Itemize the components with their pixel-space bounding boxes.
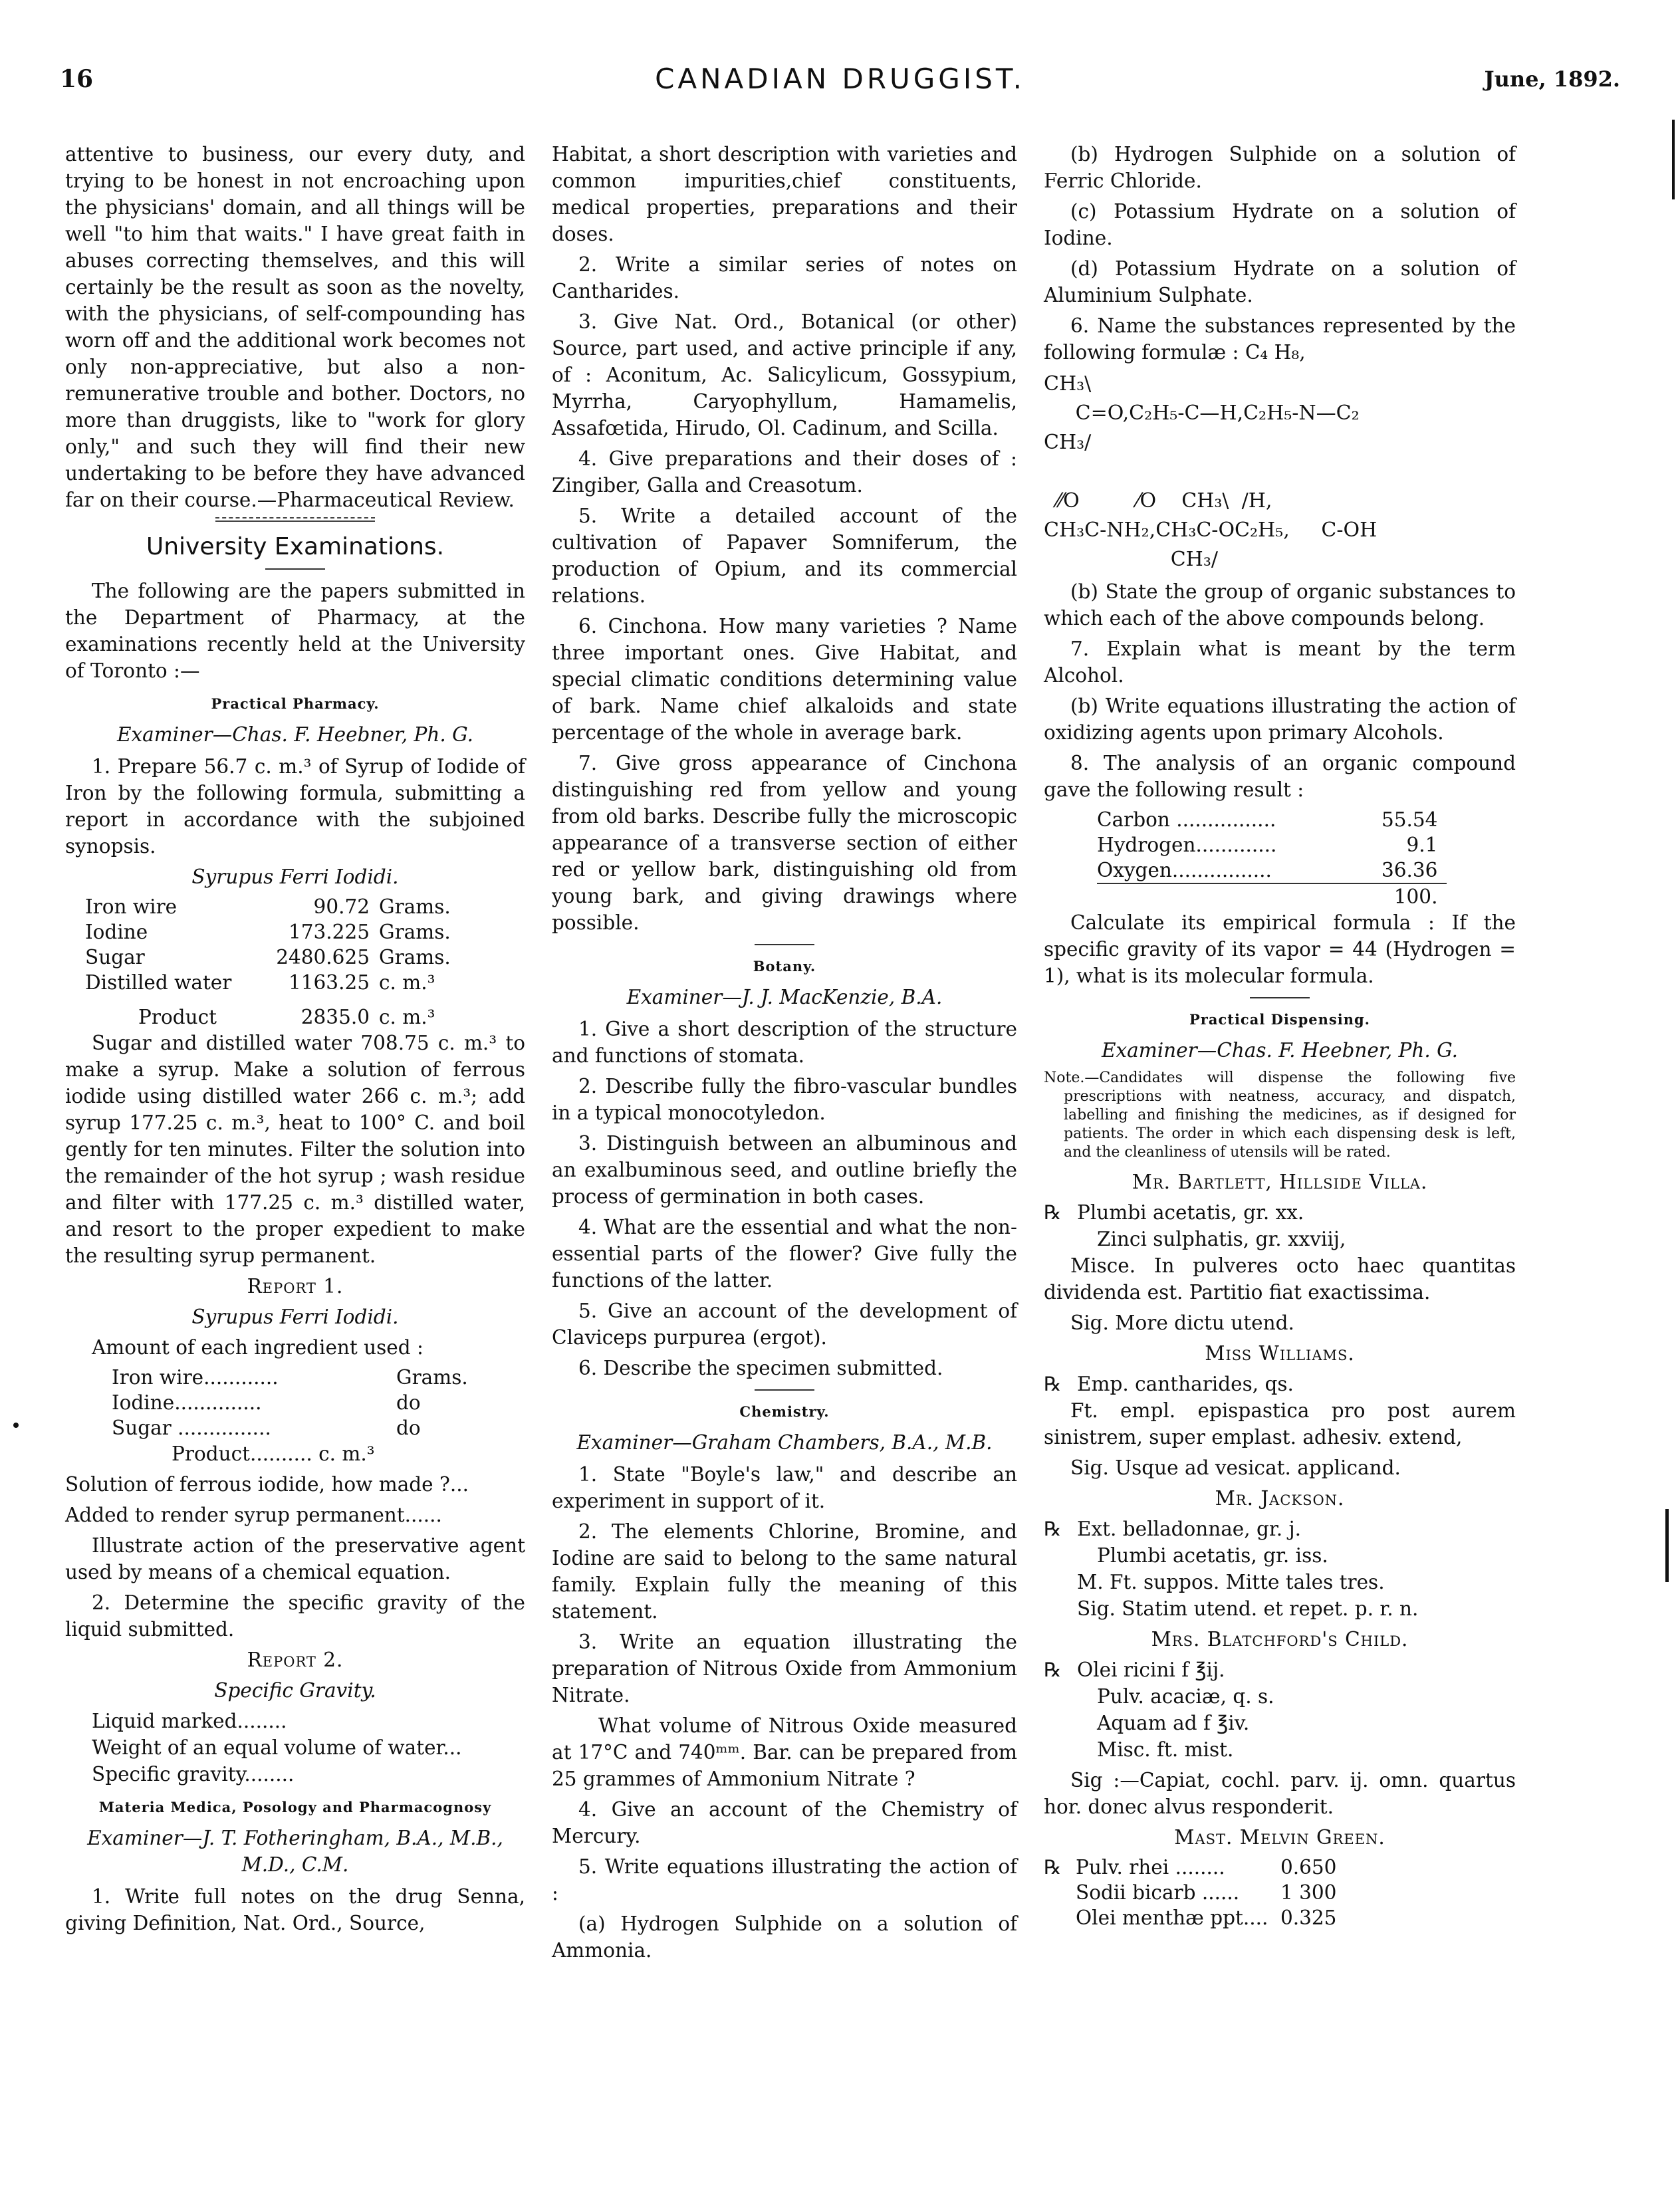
report-subheading: Specific Gravity. xyxy=(214,1679,376,1702)
question: (b) Hydrogen Sulphide on a solution of Ferric Chloride. xyxy=(1044,143,1516,192)
report-heading: Report 1. xyxy=(247,1275,344,1298)
rx-signa: Sig. Usque ad vesicat. applicand. xyxy=(1070,1456,1401,1479)
table-row xyxy=(112,1390,473,1415)
dispensing-note: Note.—Candidates will dispense the following five prescriptions with neatness, accuracy, and dispatch, labelling and finishing the medicines, as if designed for patients. The order in which each dispensing desk is left, and the cleanliness of utensils will be rated. xyxy=(1044,1070,1516,1161)
report-unit: do xyxy=(396,1417,421,1439)
question: (c) Potassium Hydrate on a solution of Iodine. xyxy=(1044,200,1516,249)
question: (a) Hydrogen Sulphide on a solution of Ammonia. xyxy=(552,1912,1017,1962)
ingredient-unit: Grams. xyxy=(379,946,451,969)
question: 6. Name the substances represented by the following formulæ : C₄ H₈, xyxy=(1044,314,1516,364)
rx-ingredient: Olei ricini f ℥ij. xyxy=(1077,1659,1225,1681)
report-subheading: Syrupus Ferri Iodidi. xyxy=(191,1306,399,1328)
patient-name: Mrs. Blatchford's Child. xyxy=(1151,1628,1409,1651)
table-row xyxy=(1044,1880,1342,1905)
analysis-value: 55.54 xyxy=(1381,808,1438,831)
question: 2. Describe fully the fibro-vascular bundles in a typical monocotyledon. xyxy=(552,1075,1017,1124)
rx-ingredient: Plumbi acetatis, gr. xx. xyxy=(1077,1201,1304,1224)
rx-directions: Ft. empl. epispastica pro post aurem sinistrem, super emplast. adhesiv. extend, xyxy=(1044,1399,1516,1448)
question: 4. What are the essential and what the non-essential parts of the flower? Give fully the functions of the latter. xyxy=(552,1216,1017,1292)
formula-title: Syrupus Ferri Iodidi. xyxy=(191,866,399,888)
divider xyxy=(265,568,325,570)
rx-ingredient: Sodii bicarb ...... xyxy=(1076,1881,1240,1904)
issue-date: June, 1892. xyxy=(1484,66,1620,92)
rx-amount: 0.650 xyxy=(1280,1856,1337,1879)
question: 3. Distinguish between an albuminous and an exalbuminous seed, and outline briefly the process of germination in both cases. xyxy=(552,1132,1017,1208)
question: (b) State the group of organic substances to which each of the above compounds belong. xyxy=(1044,580,1516,630)
question: 7. Explain what is meant by the term Alcohol. xyxy=(1044,637,1516,687)
subject-heading: Practical Dispensing. xyxy=(1189,1011,1370,1028)
examiner-line: Examiner—Graham Chambers, B.A., M.B. xyxy=(576,1431,993,1454)
report-line: Weight of an equal volume of water... xyxy=(92,1736,462,1759)
patient-name: Mr. Jackson. xyxy=(1215,1487,1345,1510)
ingredient-table xyxy=(85,894,456,1030)
section-intro: The following are the papers submitted in the Department of Pharmacy, at the examinations recently held at the University of Toronto :— xyxy=(65,580,525,682)
rx-symbol: ℞ xyxy=(1044,1373,1062,1395)
analysis-label: Carbon ................ xyxy=(1097,808,1276,831)
rx-signa: Sig :—Capiat, cochl. parv. ij. omn. quartus hor. donec alvus responderit. xyxy=(1044,1769,1516,1818)
report-label: Sugar ............... xyxy=(112,1417,271,1439)
rx-directions: Misc. ft. mist. xyxy=(1097,1738,1234,1761)
question: 6. Describe the specimen submitted. xyxy=(578,1357,943,1379)
question: 2. Determine the specific gravity of the liquid submitted. xyxy=(65,1591,525,1641)
rx-directions: M. Ft. suppos. Mitte tales tres. xyxy=(1077,1571,1385,1593)
ingredient-unit: Grams. xyxy=(379,895,451,918)
table-row xyxy=(1097,832,1447,858)
rx-signa: Sig. More dictu utend. xyxy=(1070,1312,1294,1334)
rx-amount: 1 300 xyxy=(1280,1881,1337,1904)
patient-name: Mast. Melvin Green. xyxy=(1174,1826,1385,1849)
ingredient-amount: 1163.25 xyxy=(289,971,370,994)
table-row xyxy=(1097,807,1447,832)
subject-heading: Botany. xyxy=(753,958,816,975)
report-unit: Grams. xyxy=(396,1366,468,1389)
rx-ingredient: Pulv. acaciæ, q. s. xyxy=(1097,1685,1274,1708)
prescription xyxy=(1044,1199,1516,1252)
report-line: Added to render syrup permanent...... xyxy=(65,1504,442,1526)
question: Calculate its empirical formula : If the specific gravity of its vapor = 44 (Hydrogen = 1), what is its molecular formula. xyxy=(1044,911,1516,987)
question: 1. Prepare 56.7 c. m.³ of Syrup of Iodide of Iron by the following formula, submitting a report in accordance with the subjoined synopsis. xyxy=(65,755,525,858)
report-label: Iron wire............ xyxy=(112,1366,279,1389)
analysis-value: 9.1 xyxy=(1406,834,1438,856)
report-unit: do xyxy=(396,1391,421,1414)
rx-symbol: ℞ xyxy=(1044,1518,1062,1540)
method-text: Sugar and distilled water 708.75 c. m.³ to make a syrup. Make a solution of ferrous iodide using distilled water 266 c. m.³; add syrup 177.25 c. m.³, heat to 100° C. and boil gently for ten minutes. Filter the solution into the remainder of the hot syrup ; wash residue and filter with 177.25 c. m.³ distilled water, and resort to the proper expedient to make the resulting syrup permanent. xyxy=(65,1032,525,1267)
rx-ingredient: Emp. cantharides, qs. xyxy=(1077,1373,1294,1395)
ingredient-name: Distilled water xyxy=(85,971,232,994)
table-row xyxy=(112,1365,473,1390)
column-2 xyxy=(552,141,1017,1968)
analysis-label: Oxygen................ xyxy=(1097,858,1381,883)
ingredient-amount: 2480.625 xyxy=(276,946,370,969)
table-row xyxy=(85,970,456,995)
report-product: Product.......... c. m.³ xyxy=(172,1443,375,1465)
rx-ingredient: Zinci sulphatis, gr. xxviij, xyxy=(1097,1228,1346,1250)
question: 3. Give Nat. Ord., Botanical (or other) Source, part used, and active principle if any, of : Aconitum, Ac. Salicylicum, Gossypium, Myrrha, Caryophyllum, Hamamelis, Assafœtida, Hirudo, Ol. Cadinum, and Scilla. xyxy=(552,310,1017,439)
ingredient-amount: 173.225 xyxy=(289,921,370,943)
analysis-value: 36.36 xyxy=(1381,858,1447,883)
question: 5. Write equations illustrating the action of : xyxy=(552,1855,1017,1904)
prescription-table xyxy=(1044,1855,1342,1930)
analysis-label: Hydrogen............. xyxy=(1097,834,1277,856)
rx-ingredient: Aquam ad f ℥iv. xyxy=(1097,1712,1250,1734)
column-3 xyxy=(1044,141,1516,1930)
subject-heading: Chemistry. xyxy=(739,1403,830,1420)
ingredient-unit: Grams. xyxy=(379,921,451,943)
patient-name: Mr. Bartlett, Hillside Villa. xyxy=(1132,1171,1428,1193)
rx-ingredient: Ext. belladonnae, gr. j. xyxy=(1077,1518,1302,1540)
scan-speck xyxy=(13,1423,19,1428)
divider xyxy=(1250,997,1310,998)
question: 2. Write a similar series of notes on Cantharides. xyxy=(552,253,1017,302)
question: (d) Potassium Hydrate on a solution of Aluminium Sulphate. xyxy=(1044,257,1516,306)
report-line: Specific gravity........ xyxy=(92,1763,295,1786)
table-row xyxy=(85,945,456,970)
page-number: 16 xyxy=(60,65,94,93)
subject-heading: Materia Medica, Posology and Pharmacognosy xyxy=(98,1799,492,1815)
product-unit: c. m.³ xyxy=(379,1006,435,1028)
question-continued: Habitat, a short description with varieties and common impurities,chief constituents, medical properties, preparations and their doses. xyxy=(552,143,1017,245)
ingredient-amount: 90.72 xyxy=(313,895,370,918)
rx-amount: 0.325 xyxy=(1280,1906,1337,1929)
question: 6. Cinchona. How many varieties ? Name three important ones. Give Habitat, and special climatic conditions determining value of bark. Name chief alkaloids and state percentage of the whole in average bark. xyxy=(552,615,1017,744)
divider xyxy=(755,1389,814,1391)
column-1 xyxy=(65,141,525,1940)
table-row xyxy=(1097,858,1447,883)
table-row xyxy=(85,995,456,1030)
report-label: Iodine.............. xyxy=(112,1391,262,1414)
question: Illustrate action of the preservative agent used by means of a chemical equation. xyxy=(65,1534,525,1583)
question: 2. The elements Chlorine, Bromine, and Iodine are said to belong to the same natural family. Explain fully the meaning of this statement. xyxy=(552,1520,1017,1623)
subject-heading: Practical Pharmacy. xyxy=(211,695,380,712)
question: 5. Write a detailed account of the cultivation of Papaver Somniferum, the production of Opium, and its commercial relations. xyxy=(552,505,1017,607)
examiner-line: Examiner—Chas. F. Heebner, Ph. G. xyxy=(117,723,473,746)
examiner-line: Examiner—Chas. F. Heebner, Ph. G. xyxy=(1102,1039,1458,1062)
question: 7. Give gross appearance of Cinchona distinguishing red from yellow and young from old barks. Describe fully the microscopic appearance of a transverse section of either red or yellow bark, distinguishing old from young bark, and giving drawings where possible. xyxy=(552,752,1017,934)
question: 1. State "Boyle's law," and describe an experiment in support of it. xyxy=(552,1463,1017,1512)
question: 4. Give an account of the Chemistry of Mercury. xyxy=(552,1798,1017,1847)
scan-edge-mark xyxy=(1665,1509,1669,1582)
product-name: Product xyxy=(138,1006,217,1028)
question: 3. Write an equation illustrating the preparation of Nitrous Oxide from Ammonium Nitrate. xyxy=(552,1631,1017,1706)
analysis-table xyxy=(1097,807,1447,909)
chemical-formulae: CH₃\ C=O,C₂H₅-C—H,C₂H₅-N—C₂ CH₃/ ⁄⁄O ⁄O CH₃\ /H, CH₃C-NH₂,CH₃C-OC₂H₅, C-OH CH₃/ xyxy=(1044,372,1378,571)
report-table xyxy=(112,1365,473,1441)
rx-ingredient: Pulv. rhei ........ xyxy=(1076,1856,1225,1879)
rx-symbol: ℞ xyxy=(1044,1856,1062,1879)
ingredient-name: Sugar xyxy=(85,946,145,969)
question: 4. Give preparations and their doses of : Zingiber, Galla and Creasotum. xyxy=(552,447,1017,497)
ingredient-name: Iron wire xyxy=(85,895,178,918)
divider xyxy=(215,517,375,522)
report-line: Liquid marked........ xyxy=(92,1710,287,1732)
question: 5. Give an account of the development of Claviceps purpurea (ergot). xyxy=(552,1300,1017,1349)
question: (b) Write equations illustrating the action of oxidizing agents upon primary Alcohols. xyxy=(1044,695,1516,744)
question: What volume of Nitrous Oxide measured at 17°C and 740ᵐᵐ. Bar. can be prepared from 25 grammes of Ammonium Nitrate ? xyxy=(552,1714,1017,1790)
table-row xyxy=(1044,1855,1342,1880)
rx-symbol: ℞ xyxy=(1044,1659,1062,1681)
table-row xyxy=(1097,883,1447,909)
table-row xyxy=(85,919,456,945)
rx-symbol: ℞ xyxy=(1044,1201,1062,1224)
amount-line: Amount of each ingredient used : xyxy=(92,1336,423,1359)
scan-edge-mark xyxy=(1672,120,1675,199)
rx-directions: Misce. In pulveres octo haec quantitas dividenda est. Partitio fiat exactissima. xyxy=(1044,1254,1516,1304)
report-line: Solution of ferrous iodide, how made ?... xyxy=(65,1473,469,1496)
ingredient-name: Iodine xyxy=(85,921,148,943)
section-title: University Examinations. xyxy=(146,533,445,560)
page-header xyxy=(60,62,1620,112)
examiner-line: Examiner—J. T. Fotheringham, B.A., M.B., M.D., C.M. xyxy=(87,1827,503,1876)
rx-ingredient: Olei menthæ ppt.... xyxy=(1076,1906,1268,1929)
journal-title: CANADIAN DRUGGIST. xyxy=(655,62,1025,95)
table-row xyxy=(85,894,456,919)
article-ending: attentive to business, our every duty, and trying to be honest in not encroaching upon the physicians' domain, and all things will be well "to him that waits." I have great faith in abuses correcting themselves, and this will certainly be the result as soon as the novelty, with the physicians, of self-compounding has worn off and the additional work becomes not only non-appreciative, but also a non-remunerative trouble and bother. Doctors, no more than druggists, like to "work for glory only," and such they will find their new undertaking to be before they have advanced far on their course.—Pharmaceutical Review. xyxy=(65,143,525,511)
product-amount: 2835.0 xyxy=(300,1006,370,1028)
rx-signa: Sig. Statim utend. et repet. p. r. n. xyxy=(1077,1597,1419,1620)
question: 1. Write full notes on the drug Senna, giving Definition, Nat. Ord., Source, xyxy=(65,1885,525,1934)
question: 8. The analysis of an organic compound gave the following result : xyxy=(1044,752,1516,801)
rx-ingredient: Plumbi acetatis, gr. iss. xyxy=(1097,1544,1328,1567)
ingredient-unit: c. m.³ xyxy=(379,971,435,994)
patient-name: Miss Williams. xyxy=(1205,1342,1355,1365)
question: 1. Give a short description of the structure and functions of stomata. xyxy=(552,1018,1017,1067)
analysis-total: 100. xyxy=(1393,885,1438,908)
report-heading: Report 2. xyxy=(247,1649,344,1671)
table-row xyxy=(112,1415,473,1441)
divider xyxy=(755,944,814,945)
table-row xyxy=(1044,1905,1342,1930)
examiner-line: Examiner—J. J. MacKenzie, B.A. xyxy=(626,986,943,1008)
